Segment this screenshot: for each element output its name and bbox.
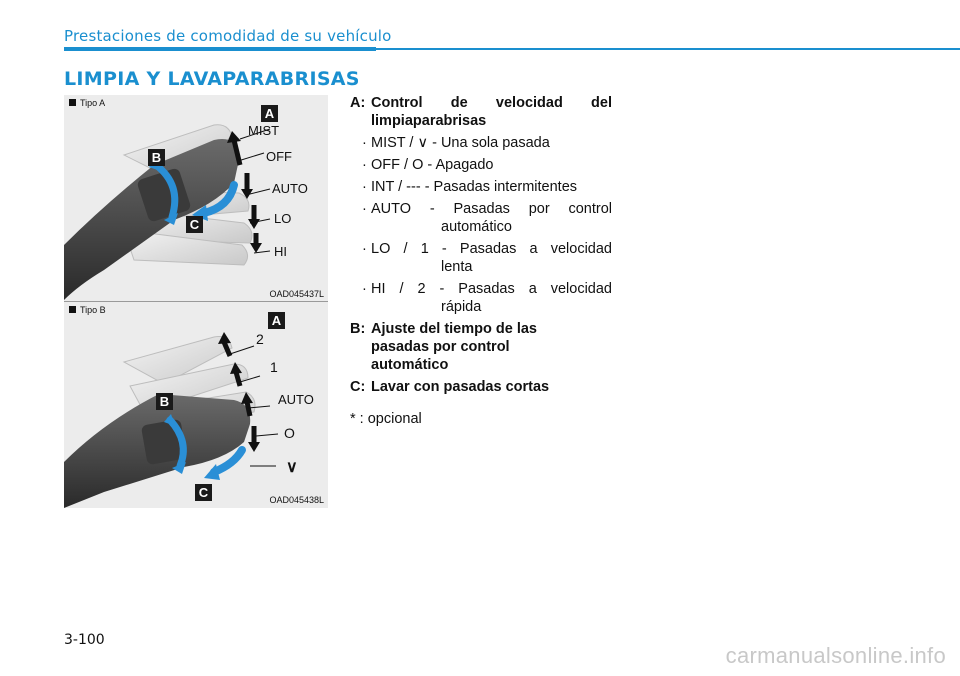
- figure-type-b: [64, 302, 328, 508]
- list-item: · LO / 1 - Pasadas a velocidad lenta: [362, 241, 612, 275]
- header-accent-bar: [64, 47, 376, 51]
- list-item: · INT / --- - Pasadas intermitentes: [362, 179, 578, 195]
- callout-b: B: [159, 394, 170, 409]
- watermark: carmanualsonline.info: [725, 643, 946, 668]
- callout-c: C: [198, 485, 209, 500]
- position-label: ∨: [286, 459, 298, 476]
- item-a-line2: limpiaparabrisas: [371, 113, 487, 129]
- callout-a: A: [264, 106, 275, 121]
- position-label: O: [284, 425, 295, 441]
- list-item: · HI / 2 - Pasadas a velocidad rápida: [362, 281, 612, 315]
- callout-a: A: [271, 313, 282, 328]
- section-title: LIMPIA Y LAVAPARABRISAS: [64, 68, 360, 90]
- figure-type-label: Tipo A: [69, 98, 105, 108]
- figure-type-a: [64, 95, 328, 302]
- position-label: OFF: [266, 149, 292, 164]
- callout-b: B: [151, 150, 162, 165]
- item-b: B: Ajuste del tiempo de las pasadas por control automático: [350, 321, 537, 373]
- description-column: [350, 94, 612, 428]
- position-label: LO: [274, 211, 292, 226]
- list-item: · MIST / ∨ - Una sola pasada: [362, 135, 550, 151]
- header-section-title: Prestaciones de comodidad de su vehículo: [64, 27, 392, 45]
- figure-code: OAD045437L: [269, 289, 324, 299]
- item-a: [350, 94, 612, 130]
- position-label: 2: [256, 331, 264, 347]
- header-rule: [376, 48, 960, 50]
- item-c-label: C:: [350, 379, 366, 395]
- position-label: AUTO: [278, 392, 314, 407]
- list-item: · OFF / O - Apagado: [362, 157, 494, 173]
- item-b-label: B:: [350, 321, 366, 337]
- figure-type-label: Tipo B: [69, 305, 106, 315]
- position-label: 1: [270, 359, 278, 375]
- list-item: · AUTO - Pasadas por control automático: [362, 201, 612, 235]
- callout-c: C: [189, 217, 200, 232]
- optional-note: * : opcional: [350, 411, 422, 427]
- figure-code: OAD045438L: [269, 495, 324, 505]
- position-label: HI: [274, 244, 287, 259]
- item-a-line1: Control de velocidad del: [371, 95, 612, 111]
- wiper-lever-illustration-a: [64, 95, 328, 302]
- item-c: C: Lavar con pasadas cortas: [350, 379, 550, 395]
- page-number: 3-100: [64, 632, 105, 648]
- position-label: AUTO: [272, 181, 308, 196]
- position-label: MIST: [248, 123, 280, 138]
- wiper-lever-illustration-b: [64, 302, 328, 508]
- item-a-label: A:: [350, 95, 366, 111]
